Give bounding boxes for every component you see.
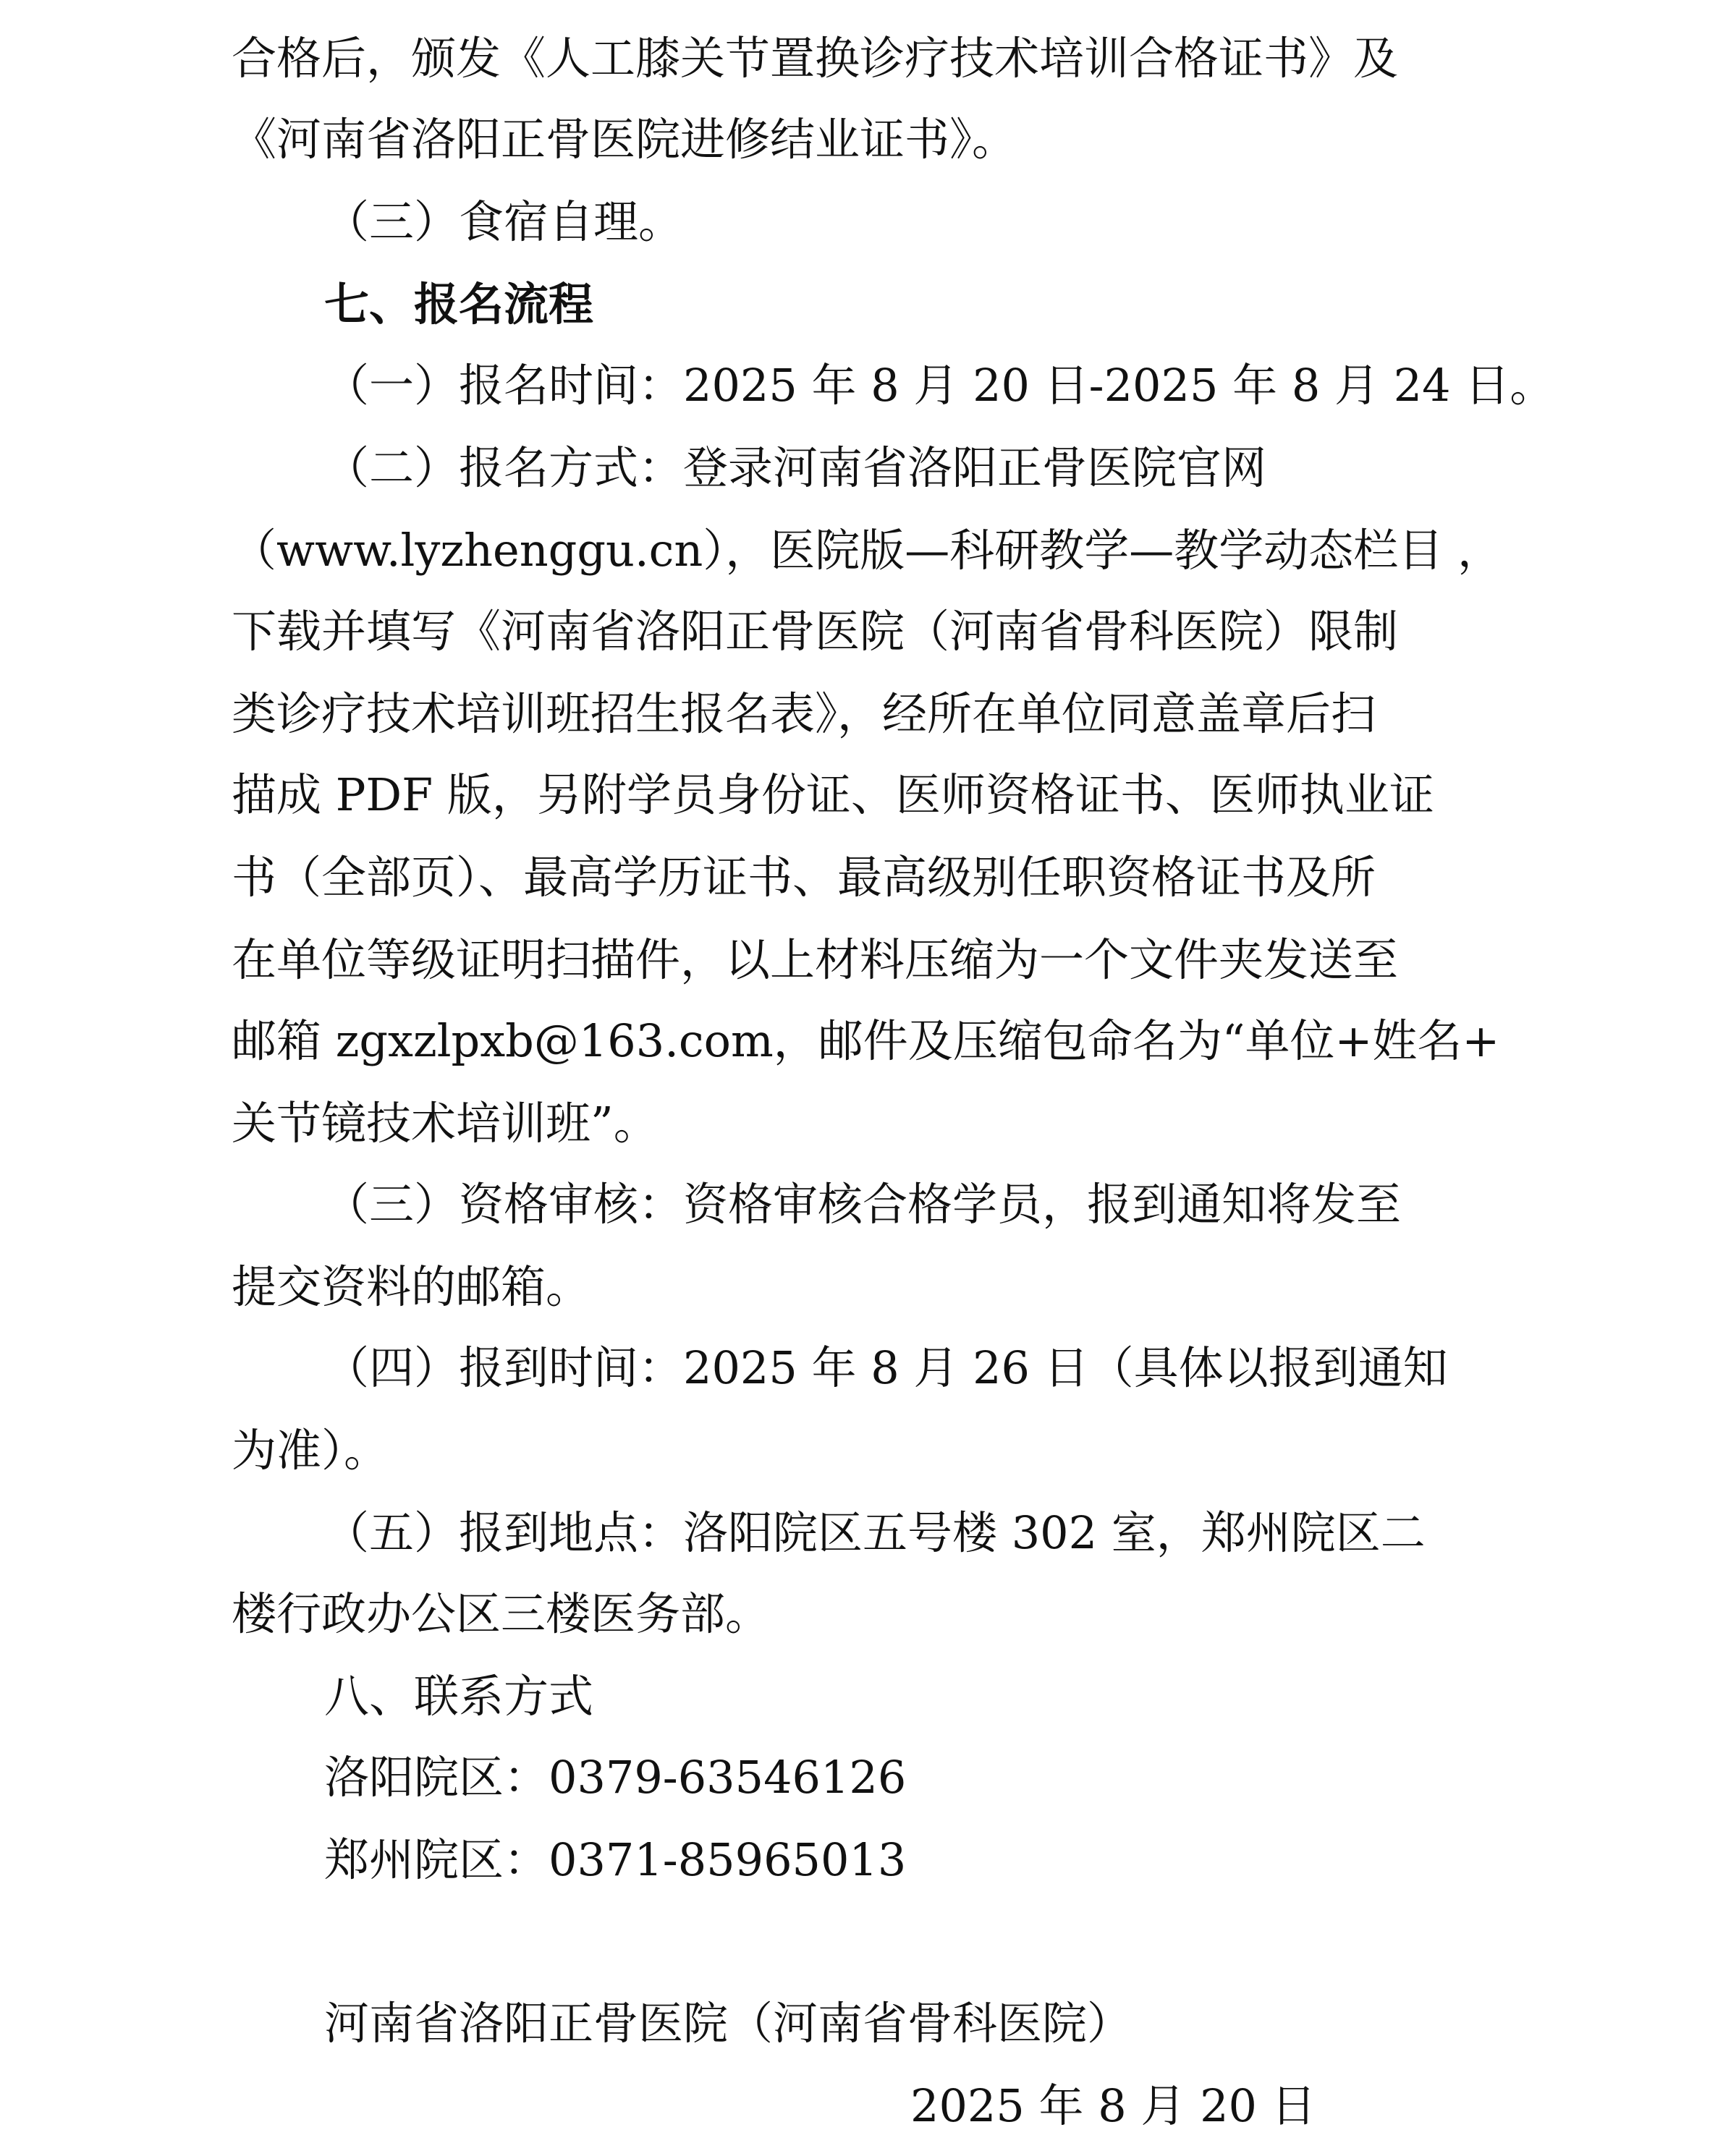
paragraph-line: （www.lyzhenggu.cn），医院版—科研教学—教学动态栏目 ， — [232, 524, 1503, 577]
paragraph-line: 《河南省洛阳正骨医院进修结业证书》。 — [232, 113, 1017, 166]
contact-luoyang: 洛阳院区：0379-63546126 — [324, 1751, 907, 1804]
paragraph-line: 书（全部页）、最高学历证书、最高级别任职资格证书及所 — [232, 851, 1376, 904]
paragraph-line: 合格后，颁发《人工膝关节置换诊疗技术培训合格证书》及 — [232, 32, 1399, 85]
paragraph-line: 在单位等级证明扫描件，以上材料压缩为一个文件夹发送至 — [232, 933, 1399, 986]
paragraph-line: （一）报名时间：2025 年 8 月 20 日-2025 年 8 月 24 日。 — [324, 359, 1555, 412]
paragraph-line: 类诊疗技术培训班招生报名表》，经所在单位同意盖章后扫 — [232, 687, 1376, 740]
signature-organization: 河南省洛阳正骨医院（河南省骨科医院） — [324, 1997, 1133, 2050]
paragraph-line: 关节镜技术培训班”。 — [232, 1097, 659, 1150]
contact-zhengzhou: 郑州院区：0371-85965013 — [324, 1833, 907, 1886]
paragraph-line: （四）报到时间：2025 年 8 月 26 日（具体以报到通知 — [324, 1341, 1448, 1394]
signature-date: 2025 年 8 月 20 日 — [910, 2079, 1316, 2132]
paragraph-line: （五）报到地点：洛阳院区五号楼 302 室，郑州院区二 — [324, 1506, 1426, 1559]
paragraph-line: （三）食宿自理。 — [324, 195, 684, 248]
paragraph-line: 楼行政办公区三楼医务部。 — [232, 1587, 771, 1640]
paragraph-line: 提交资料的邮箱。 — [232, 1260, 591, 1313]
paragraph-line: 描成 PDF 版，另附学员身份证、医师资格证书、医师执业证 — [232, 768, 1434, 821]
paragraph-line: 邮箱 zgxzlpxb@163.com，邮件及压缩包命名为“单位+姓名+ — [232, 1014, 1500, 1067]
paragraph-line: （二）报名方式：登录河南省洛阳正骨医院官网 — [324, 441, 1267, 494]
paragraph-line: 为准）。 — [232, 1424, 389, 1477]
section-heading: 七、报名流程 — [324, 278, 594, 331]
paragraph-line: （三）资格审核：资格审核合格学员，报到通知将发至 — [324, 1178, 1402, 1231]
paragraph-line: 下载并填写《河南省洛阳正骨医院（河南省骨科医院）限制 — [232, 605, 1399, 658]
section-heading: 八、联系方式 — [324, 1670, 594, 1723]
